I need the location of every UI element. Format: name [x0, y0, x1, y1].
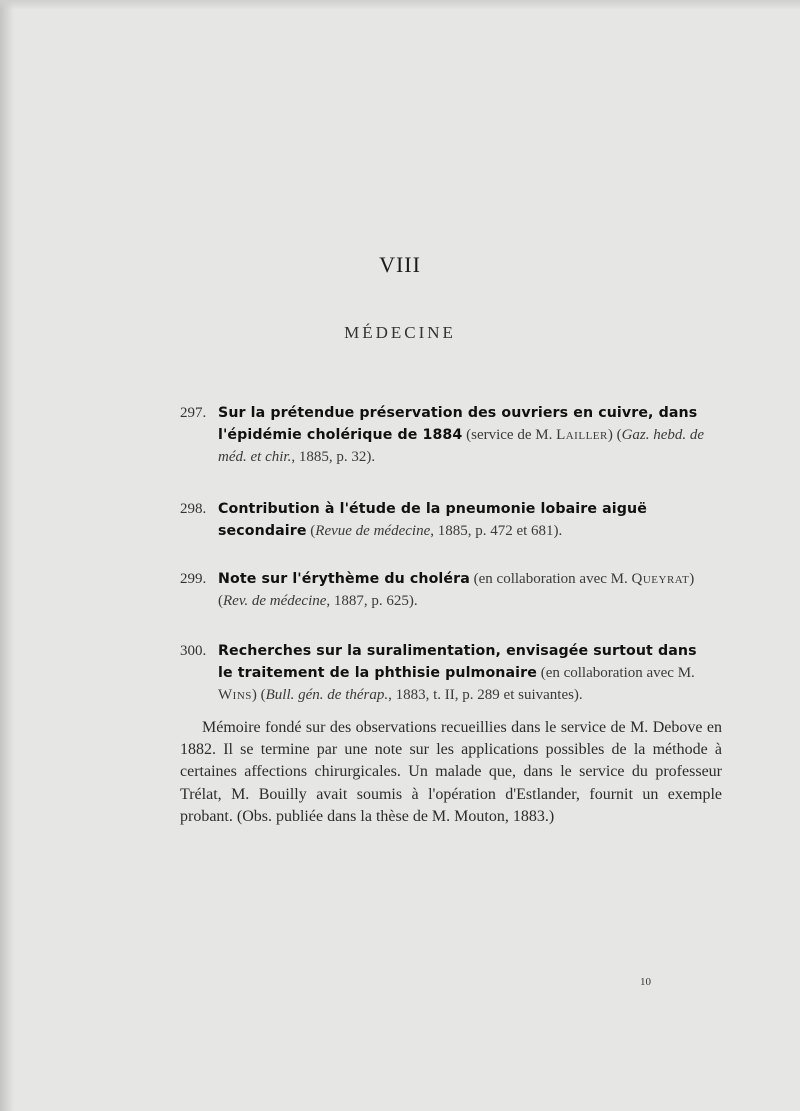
entry-reference-prefix: (en collaboration avec M. [469, 571, 632, 587]
body-paragraph [180, 717, 722, 828]
entry-title: Recherches sur la suralimentation, envisagée surtout dans le traitement de la phthisie pulmonaire [218, 643, 697, 681]
entry-reference-name: Lailler [556, 427, 608, 443]
entry-title: Sur la prétendue préservation des ouvriers en cuivre, dans l'épidémie cholérique de 1884 [218, 405, 698, 443]
entry-reference-suffix: , 1883, t. II, p. 289 et suivantes). [388, 687, 583, 703]
entry-reference-journal: Revue de médecine [315, 523, 431, 539]
entry-title: Contribution à l'étude de la pneumonie lobaire aiguë secondaire [218, 501, 647, 539]
paragraph-text: Mémoire fondé sur des observations recueillies dans le service de M. Debove en 1882. Il se termine par une note sur les applications possibles de la méthode à certaines affections chirurgicales. Un malade que, dans le service du professeur Trélat, M. Bouilly avait soumis à l'opération d'Estlander, fournit un exemple probant. (Obs. publiée dans la thèse de M. Mouton, 1883.) [180, 719, 722, 825]
entry-reference-prefix: (en collaboration avec M. [536, 665, 695, 681]
entry-number: 298. [180, 501, 207, 517]
entry-reference-mid: ) ( [607, 427, 622, 443]
bibliography-entry [180, 640, 708, 706]
entry-number: 299. [180, 571, 207, 587]
entry-reference-suffix: , 1885, p. 32). [291, 449, 376, 465]
bibliography-entry [180, 568, 708, 612]
entry-number: 300. [180, 643, 207, 659]
entry-reference-mid: ) ( [218, 571, 695, 609]
entry-reference-journal: Rev. de médecine [223, 593, 327, 609]
entry-title: Note sur l'érythème du choléra [218, 571, 470, 587]
chapter-number: VIII [379, 252, 421, 277]
section-title: MÉDECINE [344, 323, 456, 342]
entry-reference-name: Wins [218, 687, 252, 703]
entry-reference-journal: Gaz. hebd. de méd. et chir. [218, 427, 705, 465]
entry-reference-name: Queyrat [631, 571, 690, 587]
entry-reference-suffix: , 1887, p. 625). [326, 593, 418, 609]
entry-number: 297. [180, 405, 207, 421]
bibliography-entry [180, 402, 708, 468]
entry-reference-prefix: ( [306, 523, 316, 539]
entry-reference-journal: Bull. gén. de thérap. [265, 687, 389, 703]
entry-reference-prefix: (service de M. [462, 427, 557, 443]
bibliography-entry [180, 498, 708, 542]
entry-reference-suffix: , 1885, p. 472 et 681). [430, 523, 563, 539]
entry-reference-mid: ) ( [251, 687, 266, 703]
page-number: 10 [640, 976, 651, 988]
